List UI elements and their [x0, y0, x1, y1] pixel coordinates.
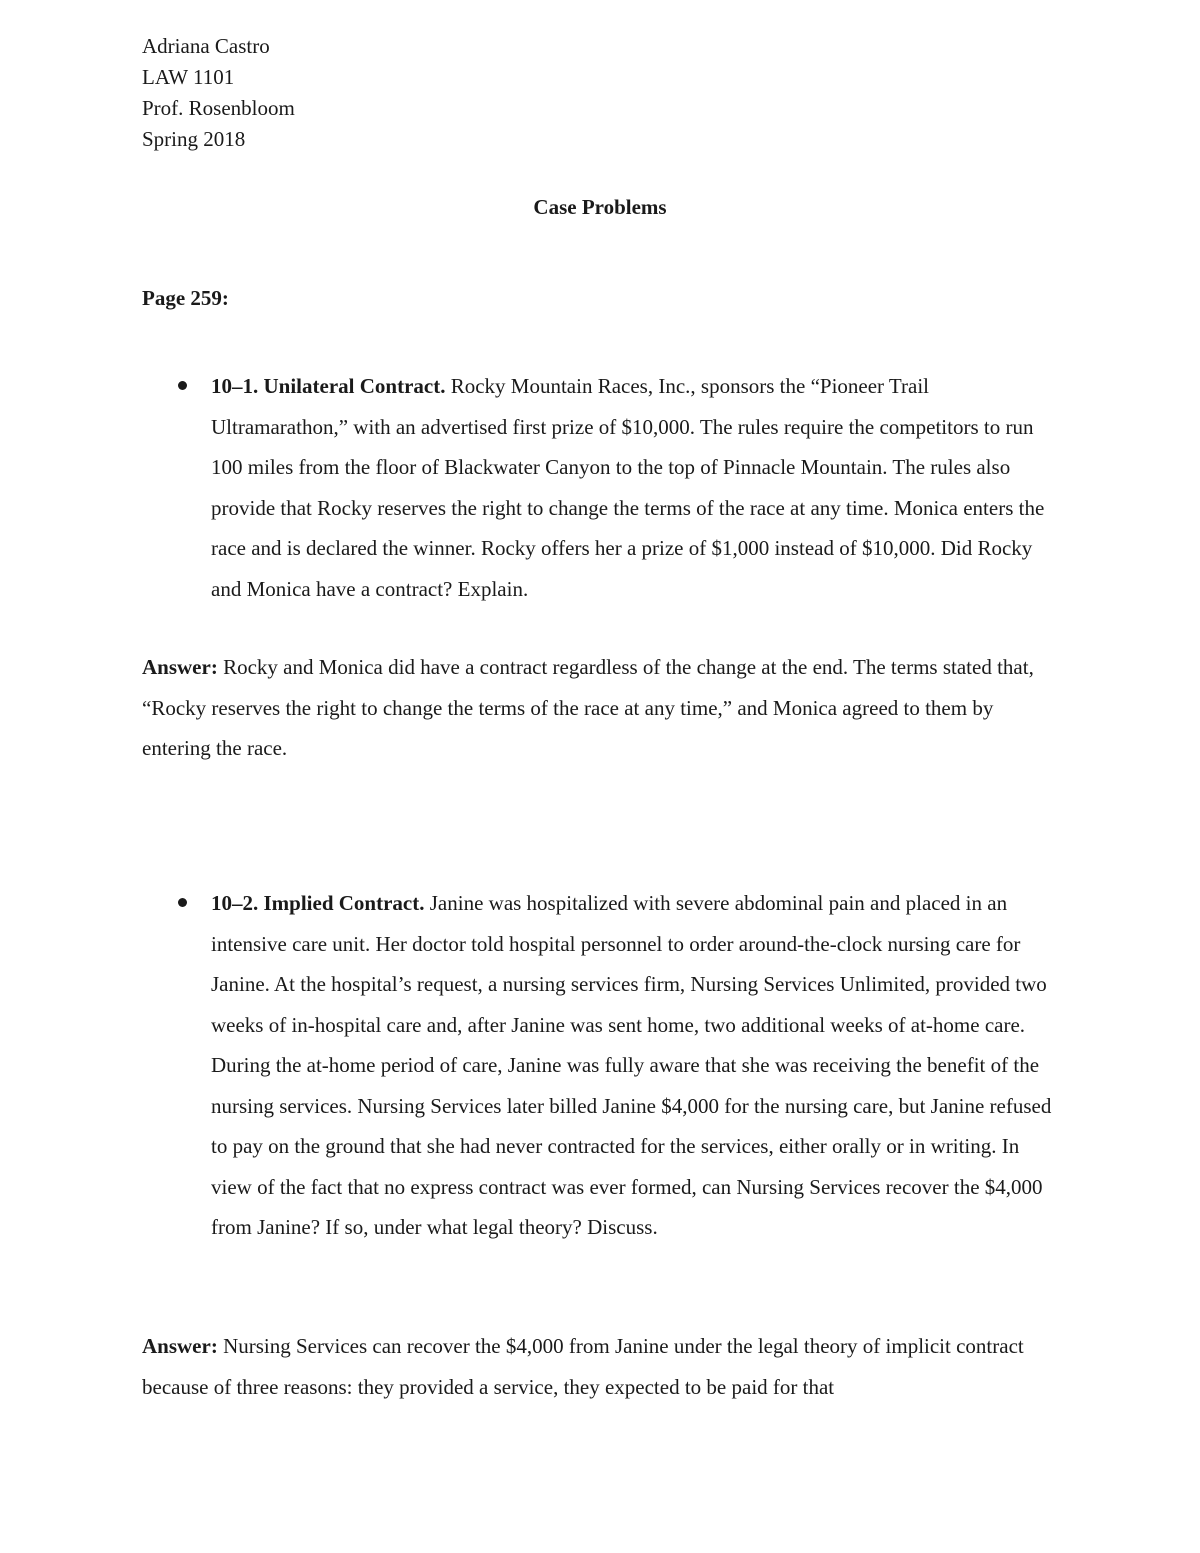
- page-label: Page 259:: [142, 286, 229, 310]
- answer-paragraph: [142, 647, 1062, 769]
- student-name: Adriana Castro: [142, 34, 270, 58]
- problem-number: 10–1.: [211, 374, 259, 398]
- bullet-icon: [178, 381, 187, 390]
- problem-item: [211, 883, 1061, 1248]
- problem-text: Rocky Mountain Races, Inc., sponsors the “Pioneer Trail Ultramarathon,” with an advertised first prize of $10,000. The rules require the competitors to run 100 miles from the floor of Blackwater Canyon to the top of Pinnacle Mountain. The rules also provide that Rocky reserves the right to change the terms of the race at any time. Monica enters the race and is declared the winner. Rocky offers her a prize of $1,000 instead of $10,000. Did Rocky and Monica have a contract? Explain.: [211, 374, 1045, 601]
- problem-heading: Implied Contract.: [263, 891, 425, 915]
- course-code: LAW 1101: [142, 65, 235, 89]
- bullet-icon: [178, 898, 187, 907]
- professor-name: Prof. Rosenbloom: [142, 96, 295, 120]
- answer-paragraph: [142, 1326, 1062, 1407]
- term: Spring 2018: [142, 127, 246, 151]
- problem-number: 10–2.: [211, 891, 259, 915]
- document-title: Case Problems: [533, 195, 667, 219]
- answer-label: Answer:: [142, 655, 218, 679]
- header-block: [142, 31, 295, 155]
- problem-item: [211, 366, 1061, 609]
- answer-label: Answer:: [142, 1334, 218, 1358]
- answer-text: Rocky and Monica did have a contract regardless of the change at the end. The terms stated that, “Rocky reserves the right to change the terms of the race at any time,” and Monica agreed to them by entering the race.: [142, 655, 1034, 760]
- answer-text: Nursing Services can recover the $4,000 from Janine under the legal theory of implicit contract because of three reasons: they provided a service, they expected to be paid for that: [142, 1334, 1024, 1399]
- problem-text: Janine was hospitalized with severe abdominal pain and placed in an intensive care unit. Her doctor told hospital personnel to order around-the-clock nursing care for Janine. At the hospital’s request, a nursing services firm, Nursing Services Unlimited, provided two weeks of in-hospital care and, after Janine was sent home, two additional weeks of at-home care. During the at-home period of care, Janine was fully aware that she was receiving the benefit of the nursing services. Nursing Services later billed Janine $4,000 for the nursing care, but Janine refused to pay on the ground that she had never contracted for the services, either orally or in writing. In view of the fact that no express contract was ever formed, can Nursing Services recover the $4,000 from Janine? If so, under what legal theory? Discuss.: [211, 891, 1052, 1239]
- problem-heading: Unilateral Contract.: [263, 374, 446, 398]
